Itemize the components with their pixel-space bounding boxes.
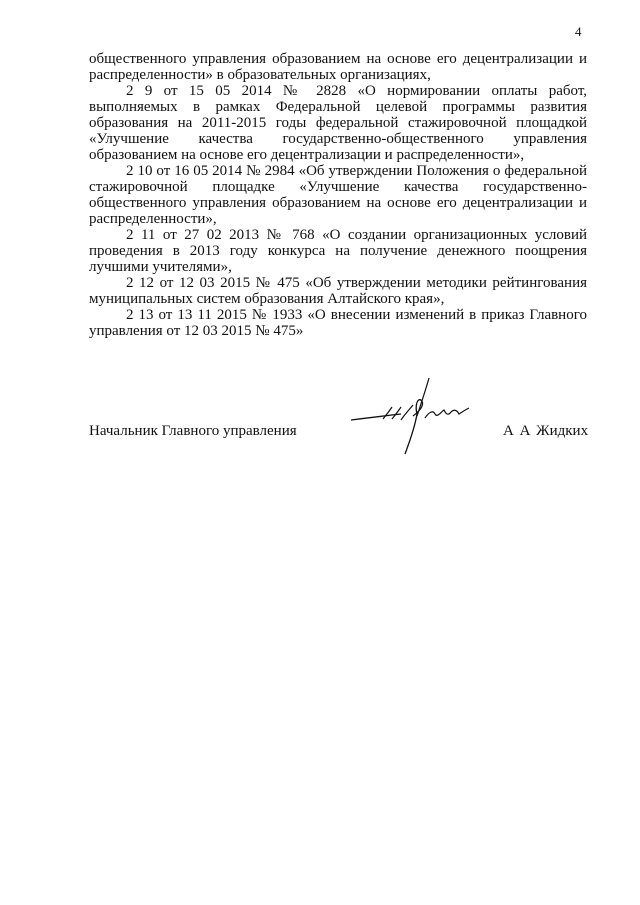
- signatory-name: А А Жидких: [503, 423, 589, 439]
- handwritten-signature: [345, 374, 485, 460]
- paragraph-item-2-11: 2 11 от 27 02 2013 № 768 «О создании организационных условий проведения в 2013 году конкурса на получение денежного поощрения лучшими учителями»,: [89, 227, 587, 275]
- paragraph-continuation: общественного управления образованием на основе его децентрализации и распределенности» в образовательных организациях,: [89, 51, 587, 83]
- page-number: 4: [575, 24, 582, 39]
- signatory-title: Начальник Главного управления: [89, 423, 297, 439]
- paragraph-item-2-12: 2 12 от 12 03 2015 № 475 «Об утверждении методики рейтингования муниципальных систем образования Алтайского края»,: [89, 275, 587, 307]
- paragraph-item-2-13: 2 13 от 13 11 2015 № 1933 «О внесении изменений в приказ Главного управления от 12 03 2015 № 475»: [89, 307, 587, 339]
- paragraph-item-2-9: 2 9 от 15 05 2014 № 2828 «О нормировании оплаты работ, выполняемых в рамках Федеральной целевой программы развития образования на 2011-2015 годы федеральной стажировочной площадкой «Улучшение качества государственно-общественного управления образованием на основе его децентрализации и распределенности»,: [89, 83, 587, 163]
- paragraph-item-2-10: 2 10 от 16 05 2014 № 2984 «Об утверждении Положения о федеральной стажировочной площадке «Улучшение качества государственно-общественного управления образованием на основе его децентрализации и распределенности»,: [89, 163, 587, 227]
- document-body: [89, 51, 587, 339]
